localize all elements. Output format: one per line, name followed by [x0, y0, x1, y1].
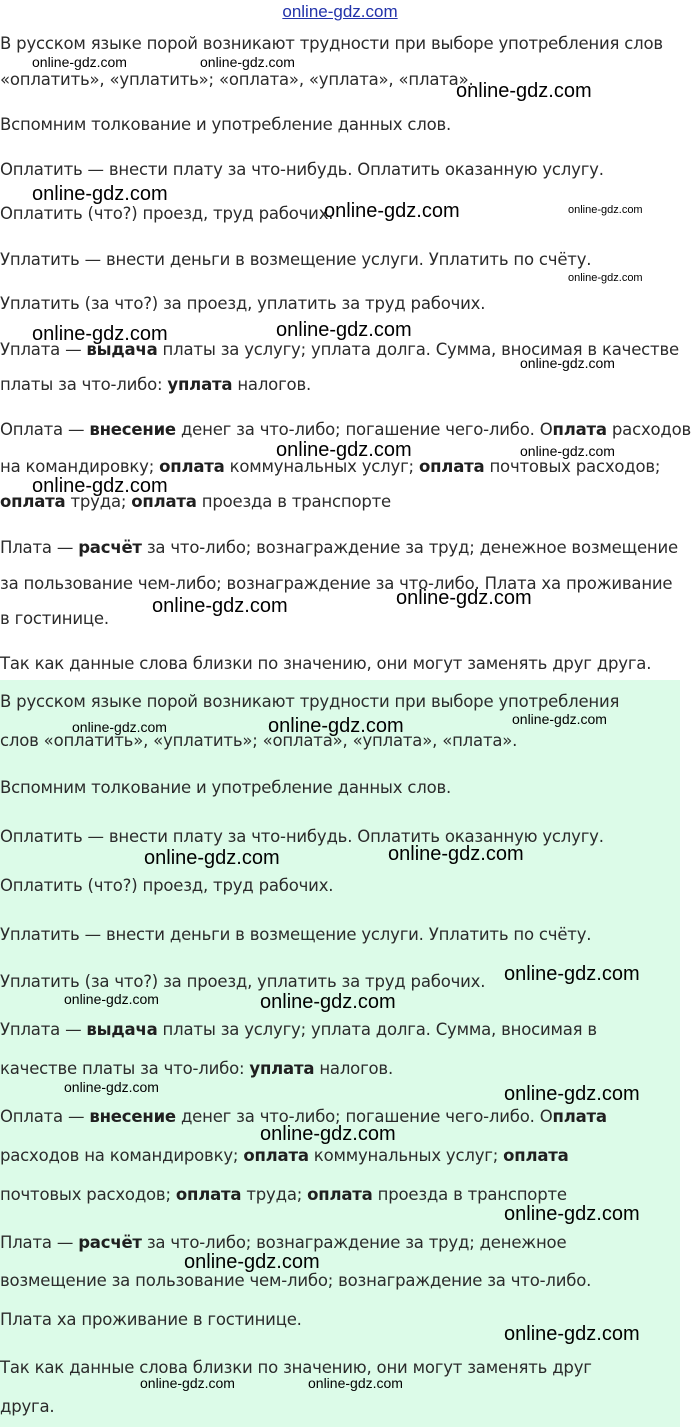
bold-term: уплата: [249, 1059, 315, 1078]
watermark: online-gdz.com: [512, 711, 607, 727]
paragraph: Уплата — выдача платы за услугу; уплата долга. Сумма, вносимая в качестве: [0, 340, 679, 359]
paragraph: Оплатить (что?) проезд, труд рабочих.: [0, 876, 334, 895]
watermark: online-gdz.com: [184, 1251, 320, 1273]
paragraph: Оплатить — внести плату за что-нибудь. Оплатить оказанную услугу.: [0, 827, 604, 846]
bold-term: плата: [552, 420, 607, 439]
watermark: online-gdz.com: [200, 54, 295, 70]
paragraph: Плата — расчёт за что-либо; вознаграждение за труд; денежное возмещение: [0, 538, 678, 557]
paragraph: на командировку; оплата коммунальных услуг; оплата почтовых расходов;: [0, 457, 661, 476]
paragraph: Так как данные слова близки по значению, они могут заменять друг друга.: [0, 654, 652, 673]
watermark: online-gdz.com: [32, 475, 168, 497]
bold-term: выдача: [86, 1020, 158, 1039]
answer-block-2: [0, 680, 680, 1427]
watermark: online-gdz.com: [276, 319, 412, 341]
paragraph: Вспомним толкование и употребление данных слов.: [0, 778, 452, 797]
watermark: online-gdz.com: [72, 719, 167, 735]
watermark: online-gdz.com: [520, 443, 615, 459]
paragraph: слов «оплатить», «уплатить»; «оплата», «уплата», «плата».: [0, 731, 518, 750]
watermark: online-gdz.com: [64, 991, 159, 1007]
bold-term: оплата: [175, 1185, 242, 1204]
bold-term: выдача: [86, 340, 158, 359]
paragraph: Так как данные слова близки по значению, они могут заменять друг: [0, 1358, 592, 1377]
watermark: online-gdz.com: [568, 272, 643, 284]
site-logo[interactable]: online-gdz.com: [282, 2, 398, 21]
paragraph: Уплата — выдача платы за услугу; уплата долга. Сумма, вносимая в: [0, 1020, 597, 1039]
paragraph: Вспомним толкование и употребление данных слов.: [0, 115, 452, 134]
bold-term: расчёт: [78, 1233, 142, 1252]
watermark: online-gdz.com: [568, 204, 643, 216]
paragraph: «оплатить», «уплатить»; «оплата», «уплата», «плата».: [0, 70, 474, 89]
paragraph: почтовых расходов; оплата труда; оплата проезда в транспорте: [0, 1185, 567, 1204]
watermark: online-gdz.com: [504, 963, 640, 985]
paragraph: Оплата — внесение денег за что-либо; погашение чего-либо. Оплата расходов: [0, 420, 691, 439]
paragraph: Уплатить — внести деньги в возмещение услуги. Уплатить по счёту.: [0, 250, 592, 269]
watermark: online-gdz.com: [260, 991, 396, 1013]
paragraph: В русском языке порой возникают трудности при выборе употребления слов: [0, 34, 663, 53]
paragraph: Уплатить (за что?) за проезд, уплатить за труд рабочих.: [0, 294, 486, 313]
bold-term: оплата: [307, 1185, 373, 1204]
bold-term: внесение: [89, 420, 176, 439]
paragraph: Оплата — внесение денег за что-либо; погашение чего-либо. Оплата: [0, 1107, 607, 1126]
paragraph: друга.: [0, 1397, 55, 1416]
watermark: online-gdz.com: [268, 715, 404, 737]
watermark: online-gdz.com: [260, 1123, 396, 1145]
paragraph: Плата — расчёт за что-либо; вознаграждение за труд; денежное: [0, 1233, 567, 1252]
watermark: online-gdz.com: [276, 439, 412, 461]
bold-term: оплата: [243, 1146, 309, 1165]
watermark: online-gdz.com: [396, 587, 532, 609]
watermark: online-gdz.com: [144, 847, 280, 869]
watermark: online-gdz.com: [308, 1375, 403, 1391]
bold-term: расчёт: [78, 538, 142, 557]
bold-term: оплата: [159, 457, 225, 476]
watermark: online-gdz.com: [520, 355, 615, 371]
paragraph: качестве платы за что-либо: уплата налогов.: [0, 1059, 393, 1078]
bold-term: оплата: [418, 457, 485, 476]
paragraph: за пользование чем-либо; вознаграждение за что-либо. Плата ха проживание: [0, 574, 673, 593]
watermark: online-gdz.com: [388, 843, 524, 865]
watermark: online-gdz.com: [504, 1083, 640, 1105]
paragraph: Плата ха проживание в гостинице.: [0, 1310, 302, 1329]
paragraph: платы за что-либо: уплата налогов.: [0, 375, 312, 394]
watermark: online-gdz.com: [456, 80, 592, 102]
watermark: online-gdz.com: [504, 1323, 640, 1345]
watermark: online-gdz.com: [32, 183, 168, 205]
paragraph: в гостинице.: [0, 609, 109, 628]
watermark: online-gdz.com: [504, 1203, 640, 1225]
watermark: online-gdz.com: [64, 1079, 159, 1095]
watermark: online-gdz.com: [140, 1375, 235, 1391]
paragraph: оплата труда; оплата проезда в транспорте: [0, 492, 391, 511]
paragraph: Уплатить (за что?) за проезд, уплатить за труд рабочих.: [0, 972, 486, 991]
bold-term: внесение: [89, 1107, 176, 1126]
watermark: online-gdz.com: [32, 54, 127, 70]
bold-term: оплата: [503, 1146, 569, 1165]
watermark: online-gdz.com: [32, 323, 168, 345]
bold-term: уплата: [167, 375, 233, 394]
paragraph: В русском языке порой возникают трудности при выборе употребления: [0, 692, 620, 711]
bold-term: оплата: [131, 492, 197, 511]
paragraph: Оплатить (что?) проезд, труд рабочих.: [0, 204, 334, 223]
paragraph: Оплатить — внести плату за что-нибудь. Оплатить оказанную услугу.: [0, 160, 604, 179]
paragraph: возмещение за пользование чем-либо; вознаграждение за что-либо.: [0, 1271, 592, 1290]
paragraph: расходов на командировку; оплата коммунальных услуг; оплата: [0, 1146, 569, 1165]
watermark: online-gdz.com: [324, 200, 460, 222]
bold-term: плата: [552, 1107, 607, 1126]
paragraph: Уплатить — внести деньги в возмещение услуги. Уплатить по счёту.: [0, 925, 592, 944]
bold-term: оплата: [0, 492, 66, 511]
watermark: online-gdz.com: [152, 595, 288, 617]
